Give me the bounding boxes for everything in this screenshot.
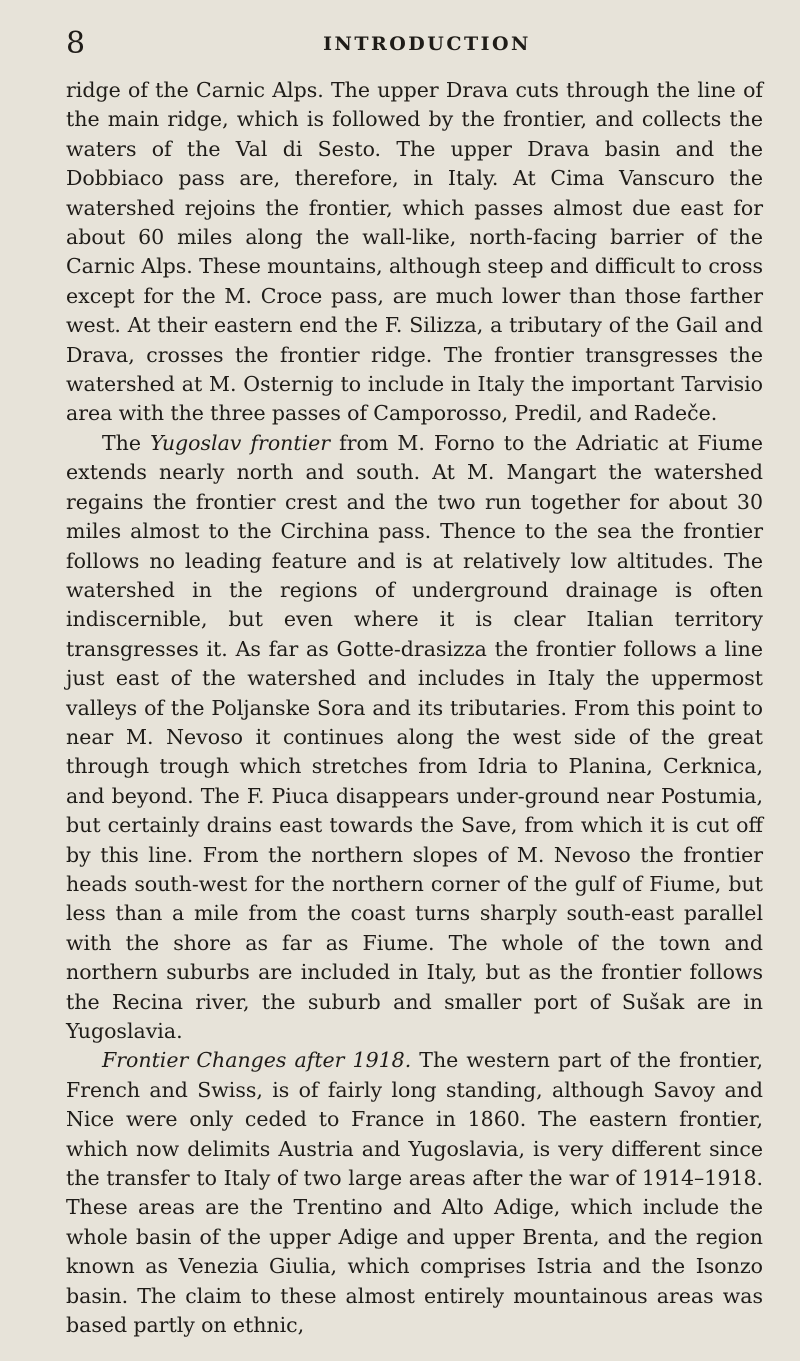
paragraph-1-text: ridge of the Carnic Alps. The upper Drava cuts through the line of the main ridge, which is followed by the frontier, and collects the waters of the Val di Sesto. The upper Drava basin and the Dobbiaco pass are, therefore, in Italy. At Cima Vanscuro the watershed rejoins the frontier, which passes almost due east for about 60 miles along the wall-like, north-facing barrier of the Carnic Alps. These mountains, although steep and difficult to cross except for the M. Croce pass, are much lower than those farther west. At their eastern end the F. Silizza, a tributary of the Gail and Drava, crosses the frontier ridge. The frontier transgresses the watershed at M. Osternig to include in Italy the important Tarvisio area with the three passes of Camporosso, Predil, and Radeče. <box>66 78 763 426</box>
page-number: 8 <box>66 26 86 61</box>
paragraph-2-italic-heading: Yugoslav frontier <box>150 430 331 455</box>
page-header <box>66 26 764 62</box>
body-text <box>66 76 763 1340</box>
paragraph-3-italic-heading: Frontier Changes after 1918. <box>102 1048 412 1073</box>
paragraph-1 <box>66 76 763 429</box>
paragraph-2-lead: The <box>102 430 151 455</box>
paragraph-3 <box>66 1046 763 1340</box>
paragraph-2-text: from M. Forno to the Adriatic at Fiume extends nearly north and south. At M. Mangart the watershed regains the frontier crest and the two run together for about 30 miles almost to the Circhina pass. Thence to the sea the frontier follows no leading feature and is at relatively low altitudes. The watershed in the regions of underground drainage is often indiscernible, but even where it is clear Italian territory transgresses it. As far as Gotte-drasizza the frontier follows a line just east of the watershed and includes in Italy the uppermost valleys of the Poljanske Sora and its tributaries. From this point to near M. Nevoso it continues along the west side of the great through trough which stretches from Idria to Planina, Cerknica, and beyond. The F. Piuca disappears under-ground near Postumia, but certainly drains east towards the Save, from which it is cut off by this line. From the northern slopes of M. Nevoso the frontier heads south-west for the northern corner of the gulf of Fiume, but less than a mile from the coast turns sharply south-east parallel with the shore as far as Fiume. The whole of the town and northern suburbs are included in Italy, but as the frontier follows the Recina river, the suburb and smaller port of Sušak are in Yugoslavia. <box>66 430 763 1043</box>
running-head: INTRODUCTION <box>323 33 531 55</box>
paragraph-3-text: The western part of the frontier, French and Swiss, is of fairly long standing, although Savoy and Nice were only ceded to France in 1860. The eastern frontier, which now delimits Austria and Yugoslavia, is very different since the transfer to Italy of two large areas after the war of 1914–1918. These areas are the Trentino and Alto Adige, which include the whole basin of the upper Adige and upper Brenta, and the region known as Venezia Giulia, which comprises Istria and the Isonzo basin. The claim to these almost entirely mountainous areas was based partly on ethnic, <box>66 1048 763 1338</box>
paragraph-2 <box>66 429 763 1047</box>
